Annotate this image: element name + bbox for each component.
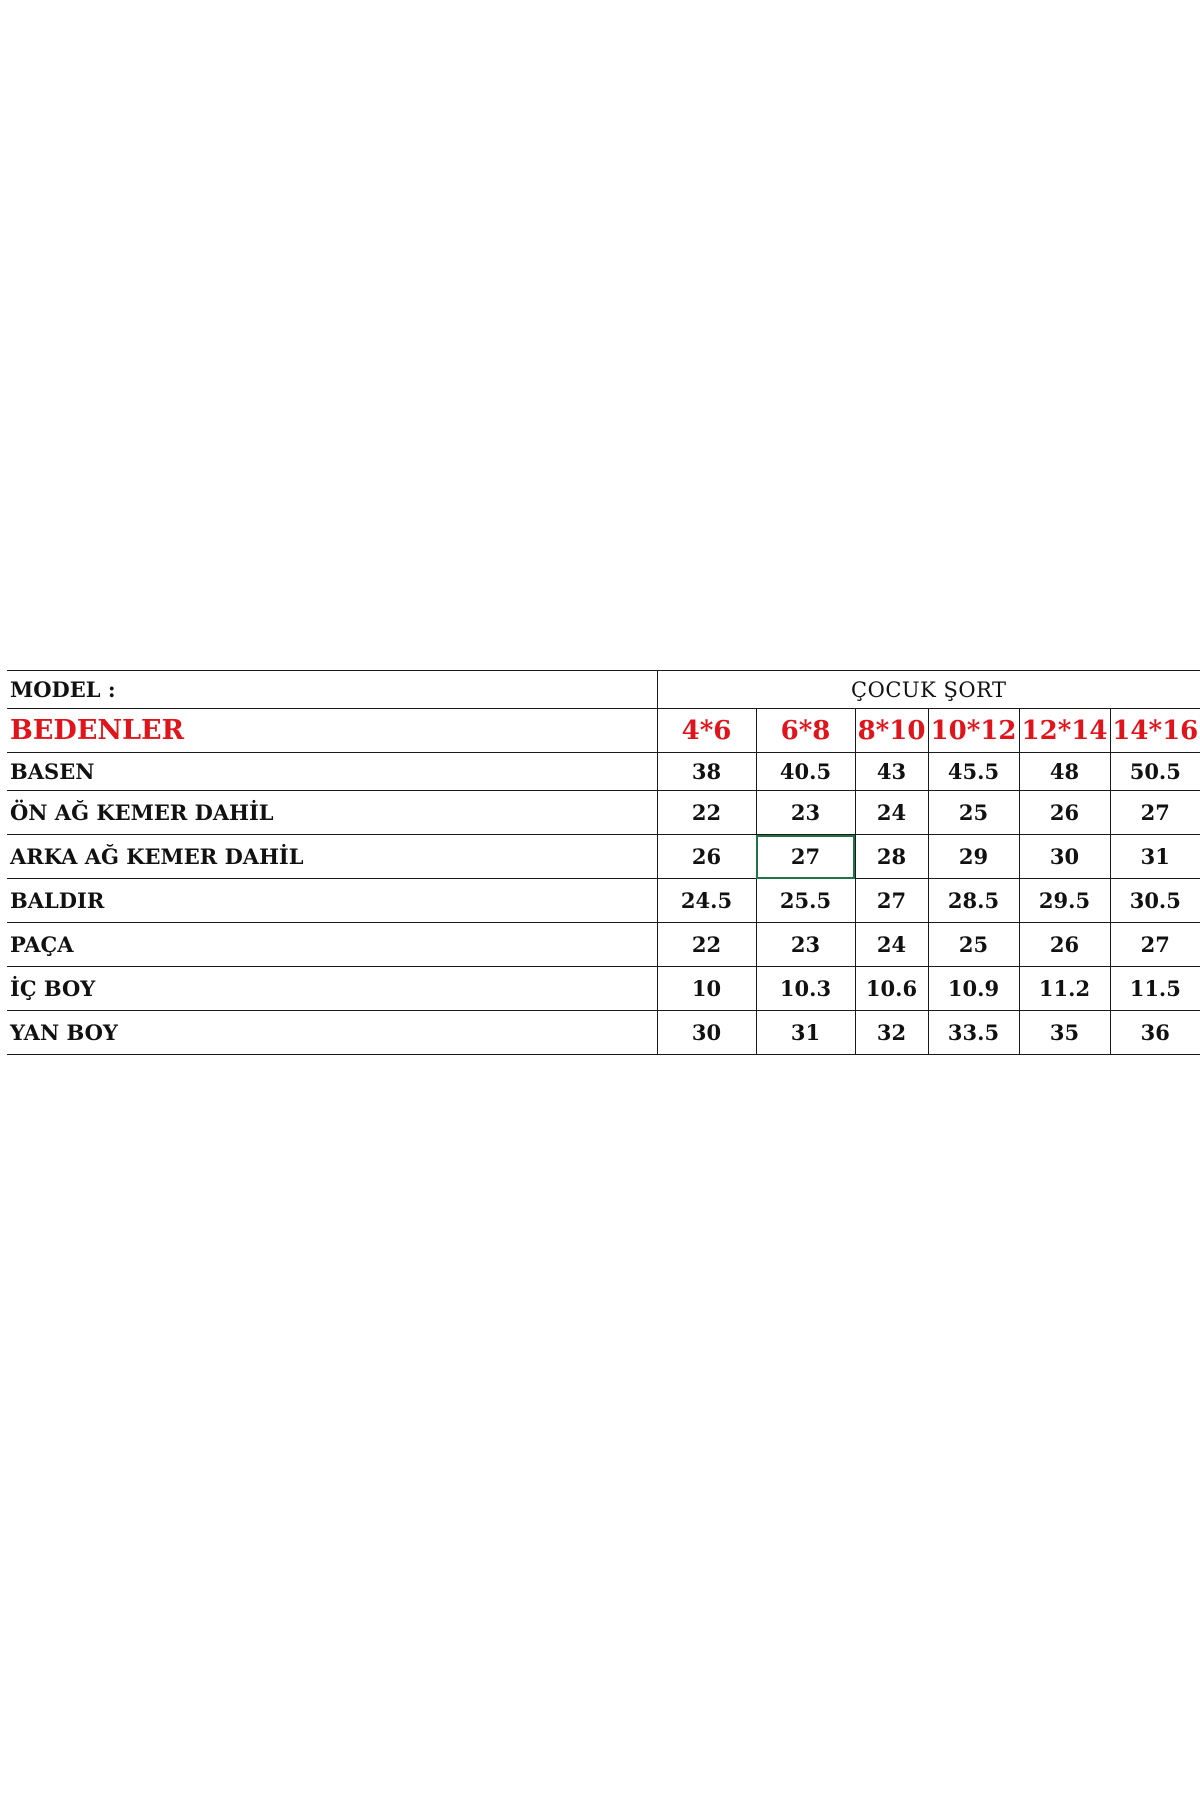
measurement-value[interactable]: 24.5 xyxy=(657,879,756,923)
measurement-value[interactable]: 10.9 xyxy=(928,967,1019,1011)
measurement-label[interactable]: ARKA AĞ KEMER DAHİL xyxy=(7,835,657,879)
measurement-value[interactable]: 26 xyxy=(1019,923,1110,967)
size-header[interactable]: 8*10 xyxy=(855,709,928,753)
measurement-value[interactable]: 35 xyxy=(1019,1011,1110,1055)
measurement-value[interactable]: 27 xyxy=(855,879,928,923)
measurement-value[interactable]: 30 xyxy=(657,1011,756,1055)
measurement-value[interactable]: 23 xyxy=(756,791,855,835)
measurement-value[interactable]: 27 xyxy=(756,835,855,879)
measurement-value[interactable]: 24 xyxy=(855,923,928,967)
measurement-label[interactable]: İÇ BOY xyxy=(7,967,657,1011)
measurement-label[interactable]: PAÇA xyxy=(7,923,657,967)
measurement-value[interactable]: 22 xyxy=(657,923,756,967)
size-header[interactable]: 4*6 xyxy=(657,709,756,753)
measurement-value[interactable]: 10.3 xyxy=(756,967,855,1011)
size-header[interactable]: 14*16 xyxy=(1110,709,1200,753)
measurement-label[interactable]: BALDIR xyxy=(7,879,657,923)
measurement-value[interactable]: 25 xyxy=(928,791,1019,835)
table-row xyxy=(7,791,1200,835)
size-header[interactable]: 10*12 xyxy=(928,709,1019,753)
measurement-value[interactable]: 40.5 xyxy=(756,753,855,791)
size-chart-table xyxy=(7,670,1200,1055)
measurement-value[interactable]: 31 xyxy=(1110,835,1200,879)
model-label[interactable]: MODEL : xyxy=(7,671,657,709)
measurement-value[interactable]: 10.6 xyxy=(855,967,928,1011)
measurement-label[interactable]: YAN BOY xyxy=(7,1011,657,1055)
measurement-label[interactable]: ÖN AĞ KEMER DAHİL xyxy=(7,791,657,835)
measurement-value[interactable]: 28.5 xyxy=(928,879,1019,923)
table-row xyxy=(7,879,1200,923)
measurement-value[interactable]: 26 xyxy=(657,835,756,879)
measurement-value[interactable]: 29 xyxy=(928,835,1019,879)
measurement-label[interactable]: BASEN xyxy=(7,753,657,791)
measurement-value[interactable]: 11.5 xyxy=(1110,967,1200,1011)
measurement-value[interactable]: 38 xyxy=(657,753,756,791)
measurement-value[interactable]: 43 xyxy=(855,753,928,791)
table-row xyxy=(7,1011,1200,1055)
model-name[interactable]: ÇOCUK ŞORT xyxy=(657,671,1200,709)
table-row xyxy=(7,835,1200,879)
measurement-value[interactable]: 25.5 xyxy=(756,879,855,923)
sizes-row xyxy=(7,709,1200,753)
table-row xyxy=(7,967,1200,1011)
measurement-value[interactable]: 26 xyxy=(1019,791,1110,835)
measurement-value[interactable]: 30.5 xyxy=(1110,879,1200,923)
measurement-value[interactable]: 32 xyxy=(855,1011,928,1055)
measurement-value[interactable]: 45.5 xyxy=(928,753,1019,791)
measurement-value[interactable]: 27 xyxy=(1110,791,1200,835)
measurement-value[interactable]: 10 xyxy=(657,967,756,1011)
measurement-value[interactable]: 27 xyxy=(1110,923,1200,967)
measurement-value[interactable]: 30 xyxy=(1019,835,1110,879)
measurement-value[interactable]: 22 xyxy=(657,791,756,835)
measurement-value[interactable]: 50.5 xyxy=(1110,753,1200,791)
measurement-value[interactable]: 33.5 xyxy=(928,1011,1019,1055)
measurement-value[interactable]: 28 xyxy=(855,835,928,879)
measurement-value[interactable]: 24 xyxy=(855,791,928,835)
measurement-value[interactable]: 25 xyxy=(928,923,1019,967)
model-row xyxy=(7,671,1200,709)
measurement-value[interactable]: 31 xyxy=(756,1011,855,1055)
table-row xyxy=(7,923,1200,967)
measurement-rows xyxy=(7,753,1200,1055)
measurement-value[interactable]: 48 xyxy=(1019,753,1110,791)
size-header[interactable]: 12*14 xyxy=(1019,709,1110,753)
sizes-label[interactable]: BEDENLER xyxy=(7,709,657,753)
measurement-value[interactable]: 36 xyxy=(1110,1011,1200,1055)
size-header[interactable]: 6*8 xyxy=(756,709,855,753)
table-row xyxy=(7,753,1200,791)
measurement-value[interactable]: 11.2 xyxy=(1019,967,1110,1011)
measurement-value[interactable]: 23 xyxy=(756,923,855,967)
measurement-value[interactable]: 29.5 xyxy=(1019,879,1110,923)
